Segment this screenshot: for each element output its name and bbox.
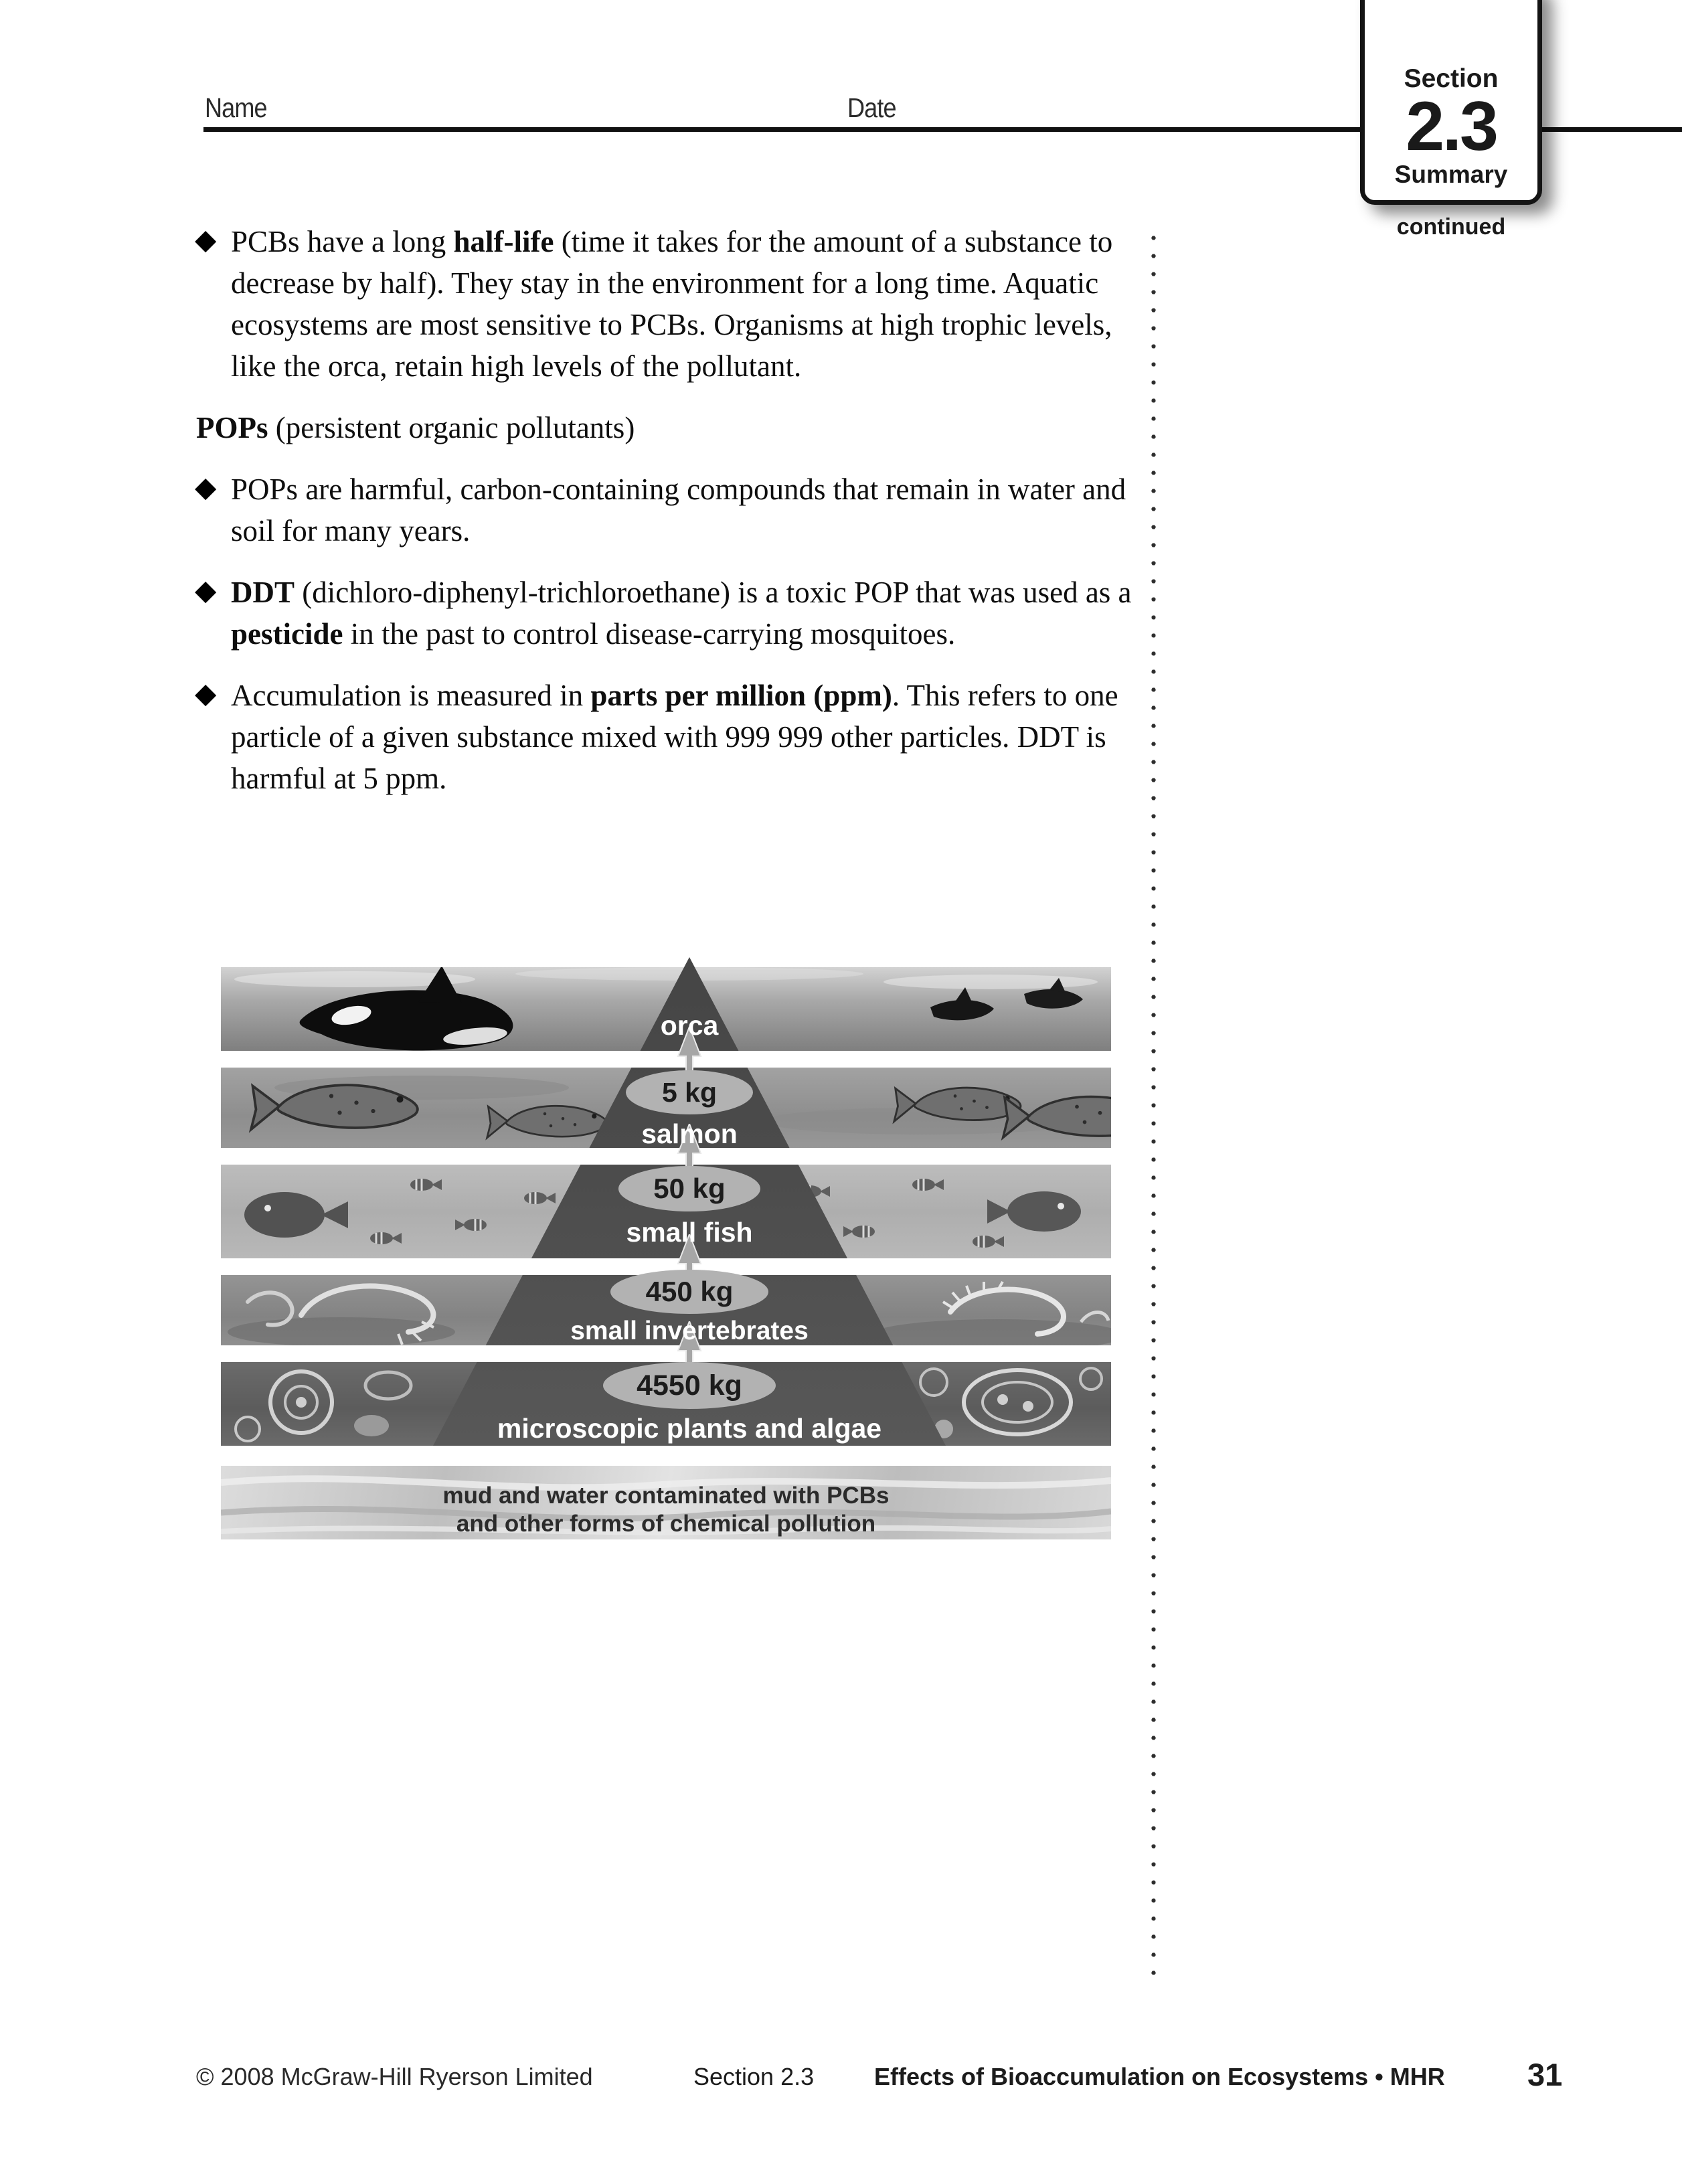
continued-label: continued bbox=[1396, 214, 1506, 240]
mud-caption bbox=[221, 1482, 1111, 1538]
ddt-term: DDT bbox=[231, 576, 295, 609]
pops-term: POPs bbox=[196, 411, 268, 444]
pesticide-term: pesticide bbox=[231, 617, 343, 651]
halflife-term: half-life bbox=[453, 225, 554, 258]
name-field-label: Name bbox=[205, 92, 267, 123]
bullet-pcbs bbox=[196, 221, 1133, 387]
mass-badge-salmon: 5 kg bbox=[626, 1070, 753, 1114]
bullet-diamond-icon: ◆ bbox=[195, 576, 217, 606]
bullet-diamond-icon: ◆ bbox=[195, 473, 217, 503]
bullet-ddt-mid: (dichloro-diphenyl-trichloroethane) is a toxic POP that was used as a bbox=[295, 576, 1132, 609]
mass-badge-small-fish: 50 kg bbox=[618, 1166, 760, 1211]
ppm-term: parts per million (ppm) bbox=[590, 679, 892, 712]
mass-badge-algae: 4550 kg bbox=[603, 1362, 776, 1409]
footer-page-number: 31 bbox=[1527, 2057, 1563, 2092]
bullet-accumulation bbox=[196, 675, 1133, 799]
bullet-pops bbox=[196, 469, 1133, 552]
footer-copyright: © 2008 McGraw-Hill Ryerson Limited bbox=[196, 2063, 593, 2090]
bullet-ddt-rest: in the past to control disease-carrying mosquitoes. bbox=[343, 617, 956, 651]
footer-section: Section 2.3 bbox=[693, 2063, 815, 2090]
bullet-pops-text: POPs are harmful, carbon-containing compounds that remain in water and soil for many years. bbox=[231, 473, 1126, 548]
bioaccumulation-diagram bbox=[221, 957, 1111, 1546]
bullet-diamond-icon: ◆ bbox=[195, 679, 217, 709]
mud-caption-line2: and other forms of chemical pollution bbox=[456, 1511, 876, 1537]
section-summary-word: Summary bbox=[1394, 161, 1508, 188]
level-label-orca: orca bbox=[660, 1010, 719, 1041]
bullet-pcbs-text: PCBs have a long bbox=[231, 225, 454, 258]
strip-gap bbox=[221, 1051, 1111, 1068]
date-field-label: Date bbox=[847, 92, 896, 123]
level-label-small-fish: small fish bbox=[626, 1217, 753, 1248]
body-text-column bbox=[196, 221, 1133, 819]
section-number: 2.3 bbox=[1406, 88, 1497, 165]
level-label-algae: microscopic plants and algae bbox=[497, 1413, 882, 1444]
section-tab bbox=[1360, 0, 1542, 205]
level-label-salmon: salmon bbox=[641, 1118, 738, 1149]
section-word: Section bbox=[1404, 64, 1499, 93]
footer-title: Effects of Bioaccumulation on Ecosystems • MHR bbox=[874, 2063, 1445, 2090]
strip-gap bbox=[221, 1345, 1111, 1362]
level-label-invertebrates: small invertebrates bbox=[570, 1317, 809, 1345]
bullet-pcbs-rest: (time it takes for the amount of a substance to decrease by half). They stay in the environment for a long time. Aquatic ecosystems are most sensitive to PCBs. Organisms at high trophic levels, like the orca, retain high levels of the pollutant. bbox=[231, 225, 1113, 383]
strip-gap bbox=[221, 1148, 1111, 1165]
dotted-margin-rule bbox=[1151, 236, 1156, 1976]
pops-heading bbox=[196, 407, 1133, 448]
bullet-accumulation-rest: . This refers to one particle of a given substance mixed with 999 999 other particles. DDT is harmful at 5 ppm. bbox=[231, 679, 1118, 795]
mud-caption-line1: mud and water contaminated with PCBs bbox=[442, 1483, 890, 1509]
pops-heading-rest: (persistent organic pollutants) bbox=[268, 411, 635, 444]
bullet-accumulation-text: Accumulation is measured in bbox=[231, 679, 591, 712]
bullet-ddt bbox=[196, 572, 1133, 655]
mass-badge-invertebrates: 450 kg bbox=[610, 1270, 768, 1314]
bullet-diamond-icon: ◆ bbox=[195, 225, 217, 256]
